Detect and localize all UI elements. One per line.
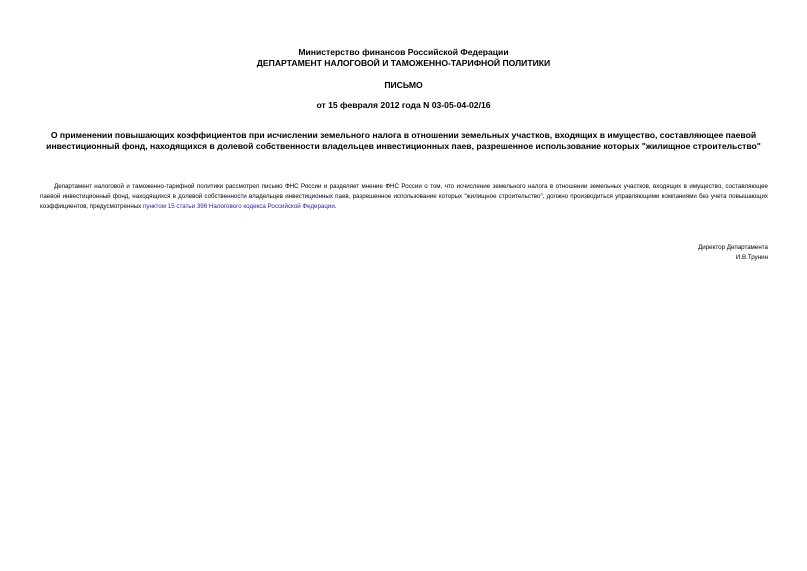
letter-date-number: от 15 февраля 2012 года N 03-05-04-02/16 xyxy=(316,100,491,110)
signatory-name: И.В.Трунин xyxy=(735,254,768,261)
document-header xyxy=(0,47,807,69)
department-name: ДЕПАРТАМЕНТ НАЛОГОВОЙ И ТАМОЖЕННО-ТАРИФНОЙ ПОЛИТИКИ xyxy=(256,58,551,68)
letter-body xyxy=(40,182,768,212)
body-text-after-link: . xyxy=(334,203,337,210)
letter-subject: О применении повышающих коэффициентов при исчислении земельного налога в отношении земельных участков, входящих в имущество, составляющее паевой инвестиционный фонд, находящихся в долевой собственности владельцев инвестиционных паев, разрешенное использование которых "жилищное строительство" xyxy=(46,130,761,151)
signatory-position: Директор Департамента xyxy=(698,244,768,251)
letter-type: ПИСЬМО xyxy=(384,80,423,90)
signature-block xyxy=(698,243,768,263)
ministry-name: Министерство финансов Российской Федерации xyxy=(298,47,509,57)
body-text-before-link: Департамент налоговой и таможенно-тарифной политики рассмотрел письмо ФНС России и разделяет мнение ФНС России о том, что исчисление земельного налога в отношении земельных участков, входящих в имущество, составляющее паевой инвестиционный фонд, находящихся в долевой собственности владельцев инвестиционных паев, разрешенное использование которых "жилищное строительство", должно производиться управляющими компаниями без учета повышающих коэффициентов, предусмотренных xyxy=(40,183,768,210)
tax-code-link[interactable]: пунктом 15 статьи 396 Налогового кодекса Российской Федерации xyxy=(143,203,335,210)
